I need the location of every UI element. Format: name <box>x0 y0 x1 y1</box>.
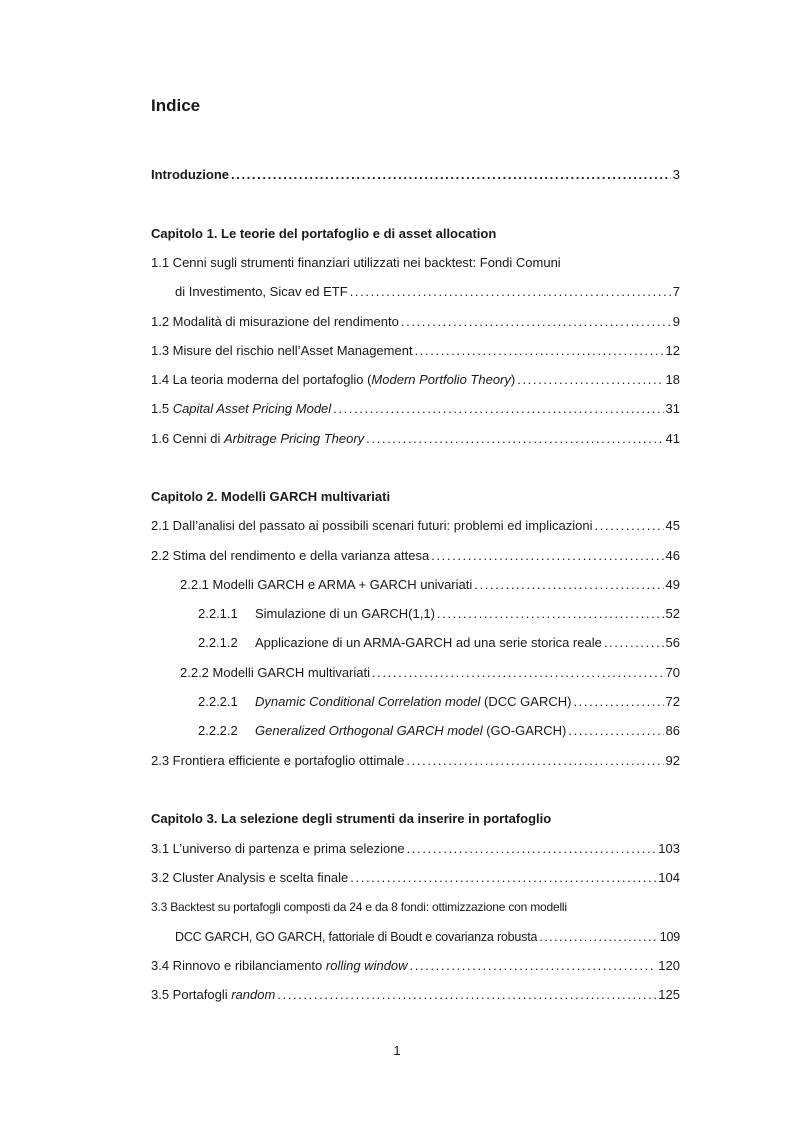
dot-leader <box>474 576 663 594</box>
toc-page-number: 72 <box>665 694 680 709</box>
toc-page-number: 49 <box>665 577 680 592</box>
toc-page-number: 3 <box>672 167 680 182</box>
toc-page-number: 18 <box>665 372 680 387</box>
toc-entry-label: 2.2.2.2 Generalized Orthogonal GARCH model (GO-GARCH) <box>198 723 567 738</box>
toc-entry-label: 2.2.2 Modelli GARCH multivariati <box>180 665 371 680</box>
dot-leader <box>350 283 671 301</box>
toc-entry[interactable] <box>151 400 680 418</box>
dot-leader <box>231 166 671 184</box>
dot-leader <box>415 342 664 360</box>
toc-page-number: 109 <box>659 930 680 944</box>
toc-entry-label: 1.6 Cenni di Arbitrage Pricing Theory <box>151 431 365 446</box>
toc-entry[interactable] <box>151 986 680 1004</box>
dot-leader <box>406 752 663 770</box>
toc-entry-label: 1.4 La teoria moderna del portafoglio (Modern Portfolio Theory) <box>151 372 516 387</box>
toc-entry-label: 2.2 Stima del rendimento e della varianza attesa <box>151 548 430 563</box>
toc-entry-label: Introduzione <box>151 167 229 182</box>
dot-leader <box>568 722 663 740</box>
toc-entry[interactable] <box>151 371 680 389</box>
toc-page-number: 56 <box>665 635 680 650</box>
toc-entry-label: 1.3 Misure del rischio nell’Asset Management <box>151 343 413 358</box>
toc-page-number: 12 <box>665 343 680 358</box>
dot-leader <box>407 840 657 858</box>
toc-page-number: 9 <box>672 314 680 329</box>
dot-leader <box>604 634 664 652</box>
toc-entry-line[interactable]: 1.1 Cenni sugli strumenti finanziari utilizzati nei backtest: Fondi Comuni <box>151 255 561 270</box>
toc-entry-label: 2.2.1.2 Applicazione di un ARMA-GARCH ad una serie storica reale <box>198 635 602 650</box>
toc-page-number: 41 <box>665 431 680 446</box>
toc-entry-label: 3.5 Portafogli random <box>151 987 276 1002</box>
toc-entry[interactable] <box>151 752 680 770</box>
toc-page-number: 46 <box>665 548 680 563</box>
toc-entry[interactable] <box>175 283 680 301</box>
toc-entry-label: 1.2 Modalità di misurazione del rendimento <box>151 314 399 329</box>
toc-entry[interactable] <box>198 693 680 711</box>
chapter-heading: Capitolo 1. Le teorie del portafoglio e di asset allocation <box>151 226 497 241</box>
dot-leader <box>539 928 657 946</box>
toc-entry-label: 2.2.1.1 Simulazione di un GARCH(1,1) <box>198 606 435 621</box>
toc-entry-label: 2.2.2.1 Dynamic Conditional Correlation model (DCC GARCH) <box>198 694 572 709</box>
toc-entry[interactable] <box>180 576 680 594</box>
dot-leader <box>410 957 657 975</box>
toc-page-number: 7 <box>672 284 680 299</box>
toc-entry[interactable] <box>198 634 680 652</box>
chapter-heading: Capitolo 3. La selezione degli strumenti da inserire in portafoglio <box>151 811 552 826</box>
dot-leader <box>372 664 664 682</box>
dot-leader <box>401 313 671 331</box>
toc-page-number: 31 <box>665 401 680 416</box>
toc-entry-line[interactable]: 3.3 Backtest su portafogli composti da 24 e da 8 fondi: ottimizzazione con modelli <box>151 900 567 914</box>
toc-entry[interactable] <box>151 957 680 975</box>
toc-page-number: 120 <box>658 958 680 973</box>
dot-leader <box>595 517 664 535</box>
toc-page-number: 70 <box>665 665 680 680</box>
dot-leader <box>437 605 664 623</box>
toc-page-number: 52 <box>665 606 680 621</box>
chapter-heading: Capitolo 2. Modelli GARCH multivariati <box>151 489 391 504</box>
toc-entry[interactable] <box>151 342 680 360</box>
toc-entry[interactable] <box>151 840 680 858</box>
dot-leader <box>431 547 663 565</box>
toc-entry[interactable] <box>198 722 680 740</box>
toc-entry-label: 2.3 Frontiera efficiente e portafoglio ottimale <box>151 753 405 768</box>
toc-entry[interactable] <box>151 869 680 887</box>
toc-page-number: 125 <box>658 987 680 1002</box>
dot-leader <box>350 869 656 887</box>
toc-page-number: 103 <box>658 841 680 856</box>
toc-page-number: 86 <box>665 723 680 738</box>
toc-entry-label: 2.1 Dall’analisi del passato ai possibili scenari futuri: problemi ed implicazioni <box>151 518 593 533</box>
page-number: 1 <box>393 1043 401 1058</box>
toc-entry-label: 3.2 Cluster Analysis e scelta finale <box>151 870 349 885</box>
toc-entry-label: 1.5 Capital Asset Pricing Model <box>151 401 332 416</box>
dot-leader <box>333 400 663 418</box>
toc-entry[interactable] <box>151 430 680 448</box>
toc-page-number: 92 <box>665 753 680 768</box>
toc-entry-introduzione[interactable] <box>151 166 680 184</box>
dot-leader <box>517 371 663 389</box>
toc-entry[interactable] <box>175 928 680 946</box>
dot-leader <box>277 986 656 1004</box>
toc-entry[interactable] <box>198 605 680 623</box>
toc-entry-label: 3.4 Rinnovo e ribilanciamento rolling window <box>151 958 408 973</box>
toc-entry-label: DCC GARCH, GO GARCH, fattoriale di Boudt e covarianza robusta <box>175 930 538 944</box>
toc-entry-label: 2.2.1 Modelli GARCH e ARMA + GARCH univariati <box>180 577 473 592</box>
toc-entry[interactable] <box>151 547 680 565</box>
toc-entry[interactable] <box>151 313 680 331</box>
toc-entry-label: di Investimento, Sicav ed ETF <box>175 284 348 299</box>
toc-entry[interactable] <box>180 664 680 682</box>
page-title: Indice <box>151 96 201 115</box>
dot-leader <box>366 430 663 448</box>
toc-page-number: 45 <box>665 518 680 533</box>
toc-entry-label: 3.1 L’universo di partenza e prima selezione <box>151 841 405 856</box>
dot-leader <box>573 693 663 711</box>
toc-entry[interactable] <box>151 517 680 535</box>
toc-page-number: 104 <box>658 870 680 885</box>
